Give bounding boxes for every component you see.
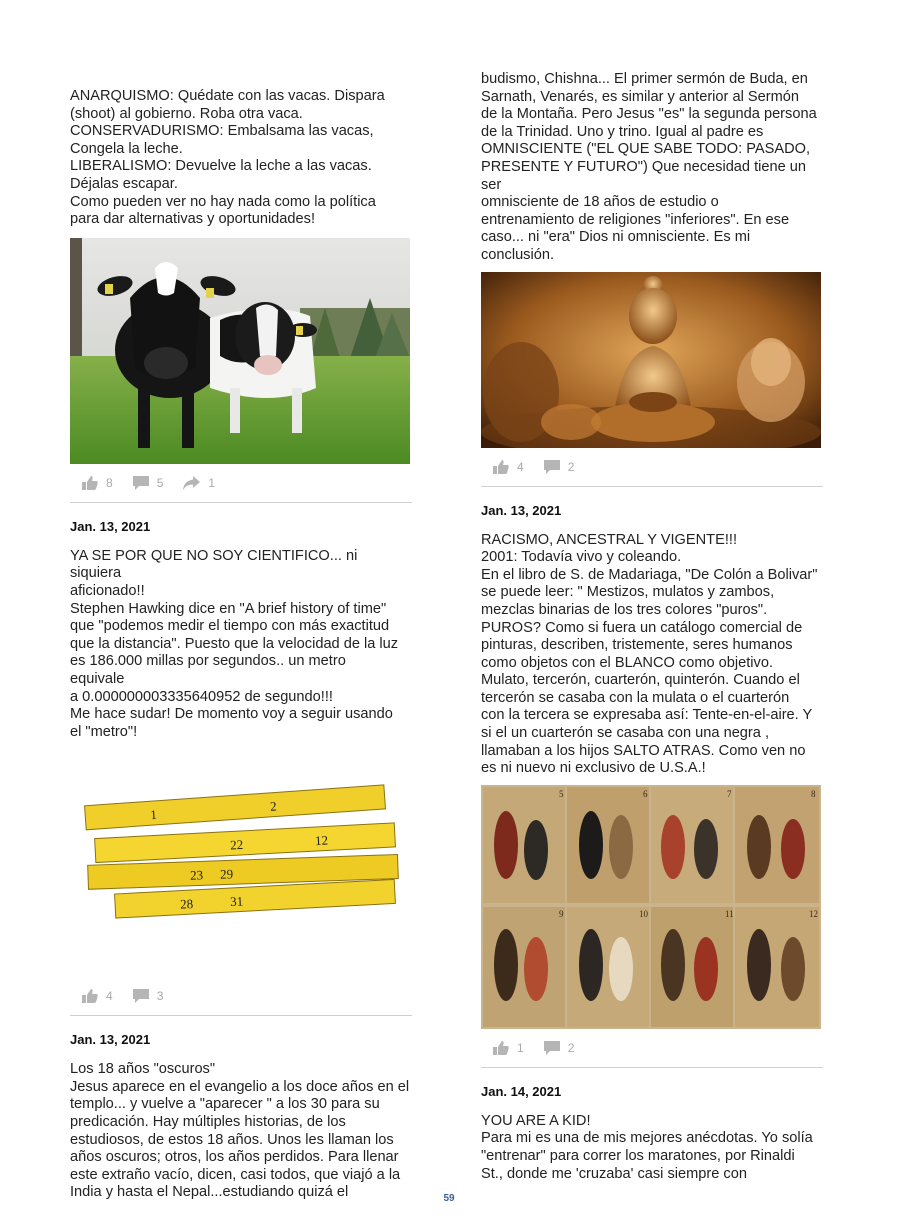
text-line: conclusión. (481, 246, 555, 263)
text-line: India y hasta el Nepal...estudiando quizá el (70, 1184, 349, 1201)
text-line: es ni nuevo ni exclusivo de U.S.A.! (481, 760, 706, 777)
post-date: Jan. 14, 2021 (481, 1083, 562, 1099)
post-date: Jan. 13, 2021 (70, 518, 151, 534)
text-line: caso... ni "era" Dios ni omnisciente. Es mi (481, 229, 751, 246)
text-line: a 0.000000003335640952 de segundo!!! (70, 688, 333, 705)
text-line: PUROS? Como si fuera un catálogo comercial de (481, 619, 803, 636)
text-line: Mulato, tercerón, cuarterón, quinterón. Cuando el (481, 672, 800, 689)
text-line: para dar alternativas y oportunidades! (70, 211, 316, 228)
like-count: 8 (106, 475, 113, 490)
text-line: YA SE POR QUE NO SOY CIENTIFICO... ni siquiera (70, 547, 358, 582)
text-line: se puede leer: " Mestizos, mulatos y zambos, (481, 584, 775, 601)
text-line: años oscuros; otros, los años perdidos. Para llenar (70, 1149, 399, 1166)
racism-post-stats (481, 1029, 823, 1068)
comment-icon (133, 989, 149, 1003)
thumbs-up-icon (82, 989, 98, 1003)
painting-number: 10 (639, 908, 648, 919)
text-line: Me hace sudar! De momento voy a seguir usando (70, 706, 393, 723)
comment-stat[interactable] (133, 476, 164, 490)
text-line: pinturas, describen, tristemente, seres humanos (481, 637, 793, 654)
cow-post-stats (70, 464, 412, 503)
comment-stat[interactable] (133, 989, 164, 1003)
painting-number: 12 (809, 908, 818, 919)
cows-photo[interactable] (70, 238, 410, 464)
text-line: es 186.000 millas por segundos.. un metro (70, 653, 346, 670)
ruler-number: 29 (219, 866, 234, 882)
text-line: aficionado!! (70, 582, 145, 599)
text-line: predicación. Hay múltiples historias, de los (70, 1114, 346, 1131)
right-column (481, 71, 823, 1183)
post-date: Jan. 13, 2021 (481, 502, 562, 518)
thumbs-up-icon (82, 476, 98, 490)
text-line: estudiosos, de estos 18 años. Unos les llaman los (70, 1131, 394, 1148)
comment-count: 5 (156, 475, 164, 490)
text-line: (shoot) al gobierno. Roba otra vaca. (70, 105, 303, 122)
comment-stat[interactable] (544, 1041, 575, 1055)
comment-count: 2 (567, 1040, 575, 1055)
text-line: CONSERVADURISMO: Embalsama las vacas, (70, 123, 374, 140)
buddha-post-text (481, 71, 823, 265)
text-line: llamaban a los hijos SALTO ATRAS. Como ven no (481, 742, 806, 759)
painting-number: 11 (725, 908, 734, 919)
like-stat[interactable] (82, 989, 113, 1003)
text-line: Déjalas escapar. (70, 175, 178, 192)
ruler-number: 12 (314, 832, 329, 849)
text-line: tercerón se casaba con la mulata o el cuarterón (481, 689, 790, 706)
text-line: el "metro"! (70, 723, 138, 740)
text-line: que "podemos medir el tiempo con más exactitud (70, 618, 390, 635)
text-line: LIBERALISMO: Devuelve la leche a las vacas. (70, 158, 372, 175)
post-date: Jan. 13, 2021 (70, 1032, 151, 1048)
racism-post-text (481, 532, 823, 778)
like-stat[interactable] (493, 1041, 524, 1055)
text-line: de la Trinidad. Uno y trino. Igual al padre es (481, 123, 764, 140)
left-column (70, 88, 412, 1202)
share-count: 1 (208, 475, 216, 490)
share-icon (183, 476, 200, 490)
text-line: equivale (70, 670, 125, 687)
text-line: mezclas binarias de los tres colores "puros". (481, 601, 768, 618)
painting-number: 6 (643, 788, 648, 799)
comment-icon (544, 1041, 560, 1055)
like-stat[interactable] (82, 476, 113, 490)
science-post-stats (70, 977, 412, 1016)
text-line: Para mi es una de mis mejores anécdotas. Yo solía (481, 1130, 813, 1147)
kid-post-text (481, 1113, 823, 1183)
ruler-number: 28 (179, 896, 194, 912)
ruler-number: 31 (229, 893, 244, 910)
like-stat[interactable] (493, 460, 524, 474)
text-line: Congela la leche. (70, 140, 183, 157)
folding-ruler-photo[interactable] (70, 747, 410, 977)
dark-years-post-text (70, 1061, 412, 1202)
text-line: PRESENTE Y FUTURO") Que necesidad tiene un ser (481, 158, 807, 193)
text-line: OMNISCIENTE ("EL QUE SABE TODO: PASADO, (481, 141, 811, 158)
text-line: YOU ARE A KID! (481, 1112, 591, 1129)
text-line: ANARQUISMO: Quédate con las vacas. Dispara (70, 88, 385, 104)
casta-paintings-photo[interactable] (481, 785, 821, 1029)
text-line: En el libro de S. de Madariaga, "De Colón a Bolivar" (481, 566, 818, 583)
comment-stat[interactable] (544, 460, 575, 474)
text-line: entrenamiento de religiones "inferiores". En ese (481, 211, 790, 228)
text-line: omnisciente de 18 años de estudio o (481, 194, 719, 211)
science-post-text (70, 548, 412, 742)
painting-number: 7 (727, 788, 732, 799)
thumbs-up-icon (493, 1041, 509, 1055)
text-line: como objetos con el BLANCO como objetivo. (481, 654, 774, 671)
ruler-number: 22 (229, 837, 244, 853)
text-line: St., donde me 'cruzaba' casi siempre con (481, 1165, 747, 1182)
comment-icon (544, 460, 560, 474)
like-count: 1 (517, 1040, 524, 1055)
ruler-number: 23 (189, 867, 204, 884)
page-number: 59 (443, 1193, 455, 1204)
ruler-number: 2 (269, 798, 278, 815)
text-line: Como pueden ver no hay nada como la política (70, 193, 376, 210)
cow-post-text (70, 88, 412, 229)
painting-number: 8 (811, 788, 816, 799)
buddha-post-stats (481, 448, 823, 487)
share-stat[interactable] (183, 476, 215, 490)
text-line: Stephen Hawking dice en "A brief history of time" (70, 600, 387, 617)
painting-number: 5 (559, 788, 564, 799)
like-count: 4 (106, 989, 113, 1004)
text-line: con la tercera se expresaba así: Tente-en-el-aire. Y (481, 707, 813, 724)
text-line: RACISMO, ANCESTRAL Y VIGENTE!!! (481, 531, 737, 548)
text-line: "entrenar" para correr los maratones, por Rinaldi (481, 1148, 795, 1165)
comment-count: 3 (156, 989, 164, 1004)
buddha-statues-photo[interactable] (481, 272, 821, 448)
text-line: Jesus aparece en el evangelio a los doce años en el (70, 1078, 410, 1095)
text-line: si el un cuarterón se casaba con una negra , (481, 725, 770, 742)
thumbs-up-icon (493, 460, 509, 474)
like-count: 4 (517, 459, 524, 474)
text-line: que la distancia". Puesto que la velocidad de la luz (70, 635, 399, 652)
text-line: 2001: Todavía vivo y coleando. (481, 549, 682, 566)
text-line: Los 18 años "oscuros" (70, 1061, 216, 1078)
painting-number: 9 (559, 908, 564, 919)
text-line: budismo, Chishna... El primer sermón de Buda, en (481, 71, 808, 87)
ruler-number: 1 (149, 807, 158, 823)
comment-icon (133, 476, 149, 490)
text-line: de la Montaña. Pero Jesus "es" la segunda persona (481, 106, 817, 123)
comment-count: 2 (567, 459, 575, 474)
text-line: Sarnath, Venarés, es similar y anterior al Sermón (481, 88, 799, 105)
text-line: templo... y vuelve a "aparecer " a los 30 para su (70, 1096, 380, 1113)
text-line: este extraño vacío, dicen, casi todos, que viajó a la (70, 1166, 401, 1183)
